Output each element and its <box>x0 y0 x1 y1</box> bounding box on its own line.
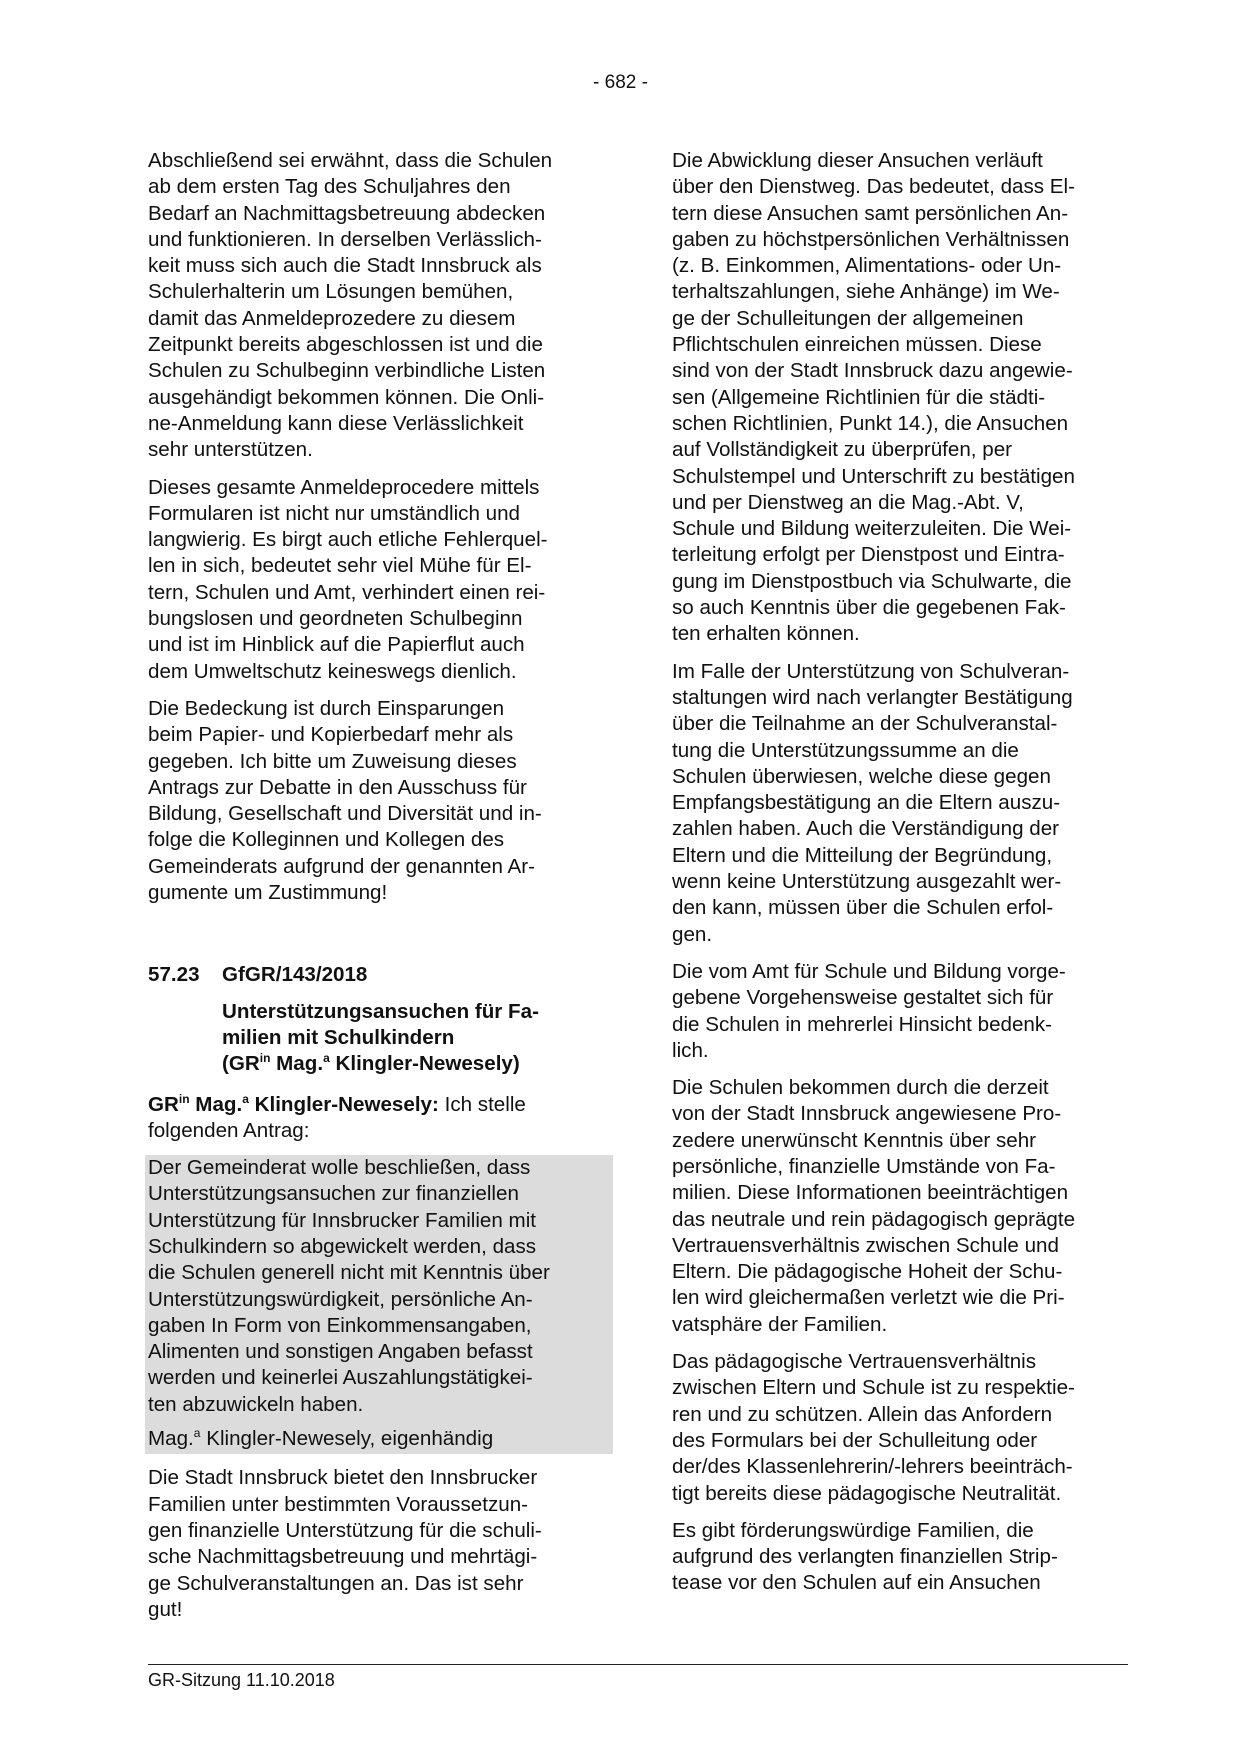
title-text: Unterstützungsansuchen für Fa- milien mit Schulkindern (GR <box>222 999 539 1076</box>
paragraph: Im Falle der Unterstützung von Schulveran- staltungen wird nach verlangter Bestätigung über die Teilnahme an der Schulveranstal- tung die Unterstützungssumme an die Schulen überwiesen, welche diese gegen Empfangsbestätigung an die Eltern auszu- zahlen haben. Auch die Verständigung der Eltern und die Mitteilung der Begründung, wenn keine Unterstützung ausgezahlt wer- den kann, müssen über die Schulen erfol- gen. <box>672 659 1073 946</box>
speaker-text: Ich stelle folgenden Antrag: <box>148 1092 526 1142</box>
paragraph: Die Stadt Innsbruck bietet den Innsbrucker Familien unter bestimmten Voraussetzun- gen finanzielle Unterstützung für die schuli- sche Nachmittagsbetreuung und mehrtägi- ge Schulveranstaltungen an. Das ist sehr gut! <box>148 1466 542 1621</box>
paragraph: Abschließend sei erwähnt, dass die Schulen ab dem ersten Tag des Schuljahres den Bedarf an Nachmittagsbetreuung abdecken und funktionieren. In derselben Verlässlich- keit muss sich auch die Stadt Innsbruck als Schulerhalterin um Lösungen bemühen, damit das Anmeldeprozedere zu diesem Zeitpunkt bereits abgeschlossen ist und die Schulen zu Schulbeginn verbindliche Listen ausgehändigt bekommen können. Die Onli- ne-Anmeldung kann diese Verlässlichkeit sehr unterstützen. <box>148 149 553 462</box>
signature-superscript: a <box>193 1426 201 1441</box>
speaker-paragraph <box>148 1092 610 1145</box>
left-column <box>148 148 610 1634</box>
motion-signature <box>148 1426 610 1452</box>
signature-name: Klingler-Newesely, eigenhändig <box>200 1427 494 1451</box>
page-number: - 682 - <box>593 72 648 93</box>
paragraph: Die Abwicklung dieser Ansuchen verläuft über den Dienstweg. Das bedeutet, dass El- tern diese Ansuchen samt persönlichen An- gaben zu höchstpersönlichen Verhältnissen (z. B. Einkommen, Alimentations- oder Un- terhaltszahlungen, siehe Anhänge) im We- ge der Schulleitungen der allgemeinen Pflichtschulen einreichen müssen. Diese sind von der Stadt Innsbruck dazu angewie- sen (Allgemeine Richtlinien für die städti- schen Richtlinien, Punkt 14.), die Ansuchen auf Vollständigkeit zu überprüfen, per Schulstempel und Unterschrift zu bestätigen und per Dienstweg an die Mag.-Abt. V, Schule und Bildung weiterzuleiten. Die Wei- terleitung erfolgt per Dienstpost und Eintra- gung im Dienstpostbuch via Schulwarte, die so auch Kenntnis über die gegebenen Fak- ten erhalten können. <box>672 149 1075 646</box>
agenda-item-title <box>222 999 610 1078</box>
title-text: Mag. <box>270 1052 324 1076</box>
signature-prefix: Mag. <box>148 1427 194 1451</box>
title-superscript: in <box>259 1051 271 1066</box>
speaker-title: Mag. <box>189 1092 243 1116</box>
paragraph: Die Bedeckung ist durch Einsparungen beim Papier- und Kopierbedarf mehr als gegeben. Ich bitte um Zuweisung dieses Antrags zur Debatte in den Ausschuss für Bildung, Gesellschaft und Diversität und in- folge die Kolleginnen und Kollegen des Gemeinderats aufgrund der genannten Ar- gumente um Zustimmung! <box>148 696 542 905</box>
paragraph: Dieses gesamte Anmeldeprocedere mittels Formularen ist nicht nur umständlich und langwierig. Es birgt auch etliche Fehlerquel- len in sich, bedeutet sehr viel Mühe für El- tern, Schulen und Amt, verhindert einen rei- bungslosen und geordneten Schulbeginn und ist im Hinblick auf die Papierflut auch dem Umweltschutz keineswegs dienlich. <box>148 475 548 683</box>
motion-text: Der Gemeinderat wolle beschließen, dass Unterstützungsansuchen zur finanziellen Unterstützung für Innsbrucker Familien mit Schulkindern so abgewickelt werden, dass die Schulen generell nicht mit Kenntnis über Unterstützungswürdigkeit, persönliche An- gaben In Form von Einkommensangaben, Alimenten und sonstigen Angaben befasst werden und keinerlei Auszahlungstätigkei- ten abzuwickeln haben. <box>148 1156 550 1416</box>
title-superscript: a <box>323 1051 330 1066</box>
right-column <box>672 148 1134 1608</box>
speaker-name: Klingler-Newesely: <box>248 1092 439 1116</box>
title-text: Klingler-Newesely) <box>329 1052 520 1076</box>
motion-box <box>145 1155 613 1454</box>
agenda-item-number: 57.23 <box>148 963 200 987</box>
speaker-superscript: a <box>242 1091 249 1106</box>
agenda-item-heading <box>148 962 610 988</box>
paragraph: Die vom Amt für Schule und Bildung vorge- gebene Vorgehensweise gestaltet sich für die Schulen in mehrerlei Hinsicht bedenk- lich. <box>672 959 1066 1062</box>
footer-divider <box>148 1664 1128 1665</box>
footer-text: GR-Sitzung 11.10.2018 <box>148 1670 335 1690</box>
speaker-prefix: GR <box>148 1092 179 1116</box>
agenda-item-code: GfGR/143/2018 <box>222 963 368 987</box>
paragraph: Die Schulen bekommen durch die derzeit von der Stadt Innsbruck angewiesene Pro- zedere unerwünscht Kenntnis über sehr persönliche, finanzielle Umstände von Fa- milien. Diese Informationen beeinträchtigen das neutrale und rein pädagogisch geprägte Vertrauensverhältnis zwischen Schule und Eltern. Die pädagogische Hoheit der Schu- len wird gleichermaßen verletzt wie die Pri- vatsphäre der Familien. <box>672 1076 1076 1336</box>
paragraph: Das pädagogische Vertrauensverhältnis zwischen Eltern und Schule ist zu respektie- ren und zu schützen. Allein das Anfordern des Formulars bei der Schulleitung oder der/des Klassenlehrerin/-lehrers beeinträch- tigt bereits diese pädagogische Neutralität. <box>672 1350 1075 1505</box>
speaker-superscript: in <box>178 1091 190 1106</box>
paragraph: Es gibt förderungswürdige Familien, die aufgrund des verlangten finanziellen Strip- tease vor den Schulen auf ein Ansuchen <box>672 1518 1058 1595</box>
